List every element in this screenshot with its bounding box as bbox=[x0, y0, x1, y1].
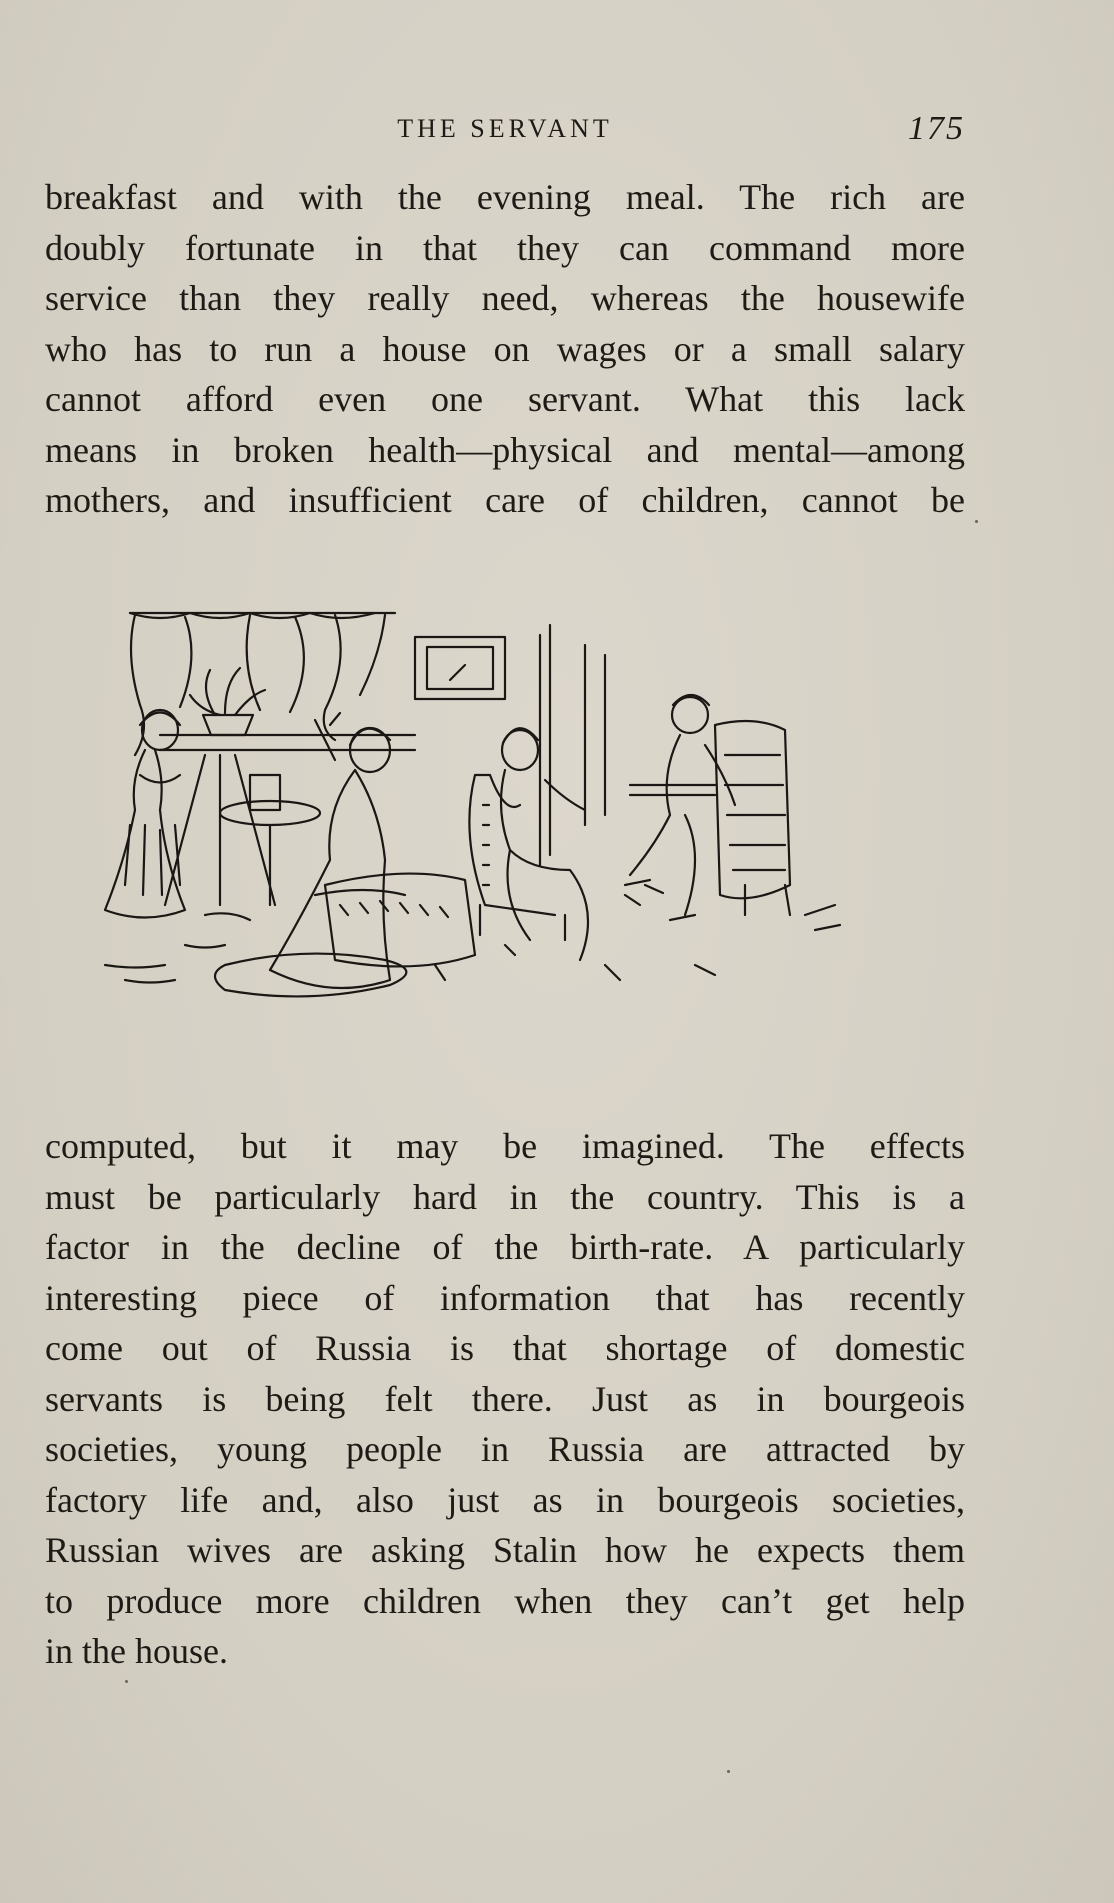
paper-speck bbox=[727, 1770, 730, 1773]
text-line: societies, young people in Russia are attracted by bbox=[45, 1429, 965, 1469]
text-line: must be particularly hard in the country. This is a bbox=[45, 1176, 965, 1217]
paper-speck bbox=[975, 520, 978, 523]
text-line: means in broken health—physical and mental—among bbox=[45, 429, 965, 470]
running-title: THE SERVANT bbox=[397, 114, 613, 143]
page-number: 175 bbox=[908, 110, 965, 147]
text-line: breakfast and with the evening meal. The rich are bbox=[45, 177, 965, 217]
text-line: interesting piece of information that has recently bbox=[45, 1277, 965, 1318]
text-line: factory life and, also just as in bourgeois societies, bbox=[45, 1479, 965, 1520]
text-line: computed, but it may be imagined. The effects bbox=[45, 1126, 965, 1166]
paragraph-bottom bbox=[45, 1121, 965, 1677]
text-line: come out of Russia is that shortage of domestic bbox=[45, 1328, 965, 1368]
text-line: mothers, and insufficient care of children, cannot be bbox=[45, 480, 965, 520]
text-line: who has to run a house on wages or a small salary bbox=[45, 328, 965, 369]
text-line: cannot afford even one servant. What this lack bbox=[45, 379, 965, 419]
text-line: Russian wives are asking Stalin how he expects them bbox=[45, 1530, 965, 1570]
text-line: servants is being felt there. Just as in bourgeois bbox=[45, 1378, 965, 1419]
line-drawing-sitting-room-icon bbox=[85, 585, 925, 1085]
paragraph-top bbox=[45, 172, 965, 526]
text-line: doubly fortunate in that they can command more bbox=[45, 227, 965, 268]
text-line: to produce more children when they can’t get help bbox=[45, 1580, 965, 1621]
paper-speck bbox=[125, 1680, 128, 1683]
text-line: factor in the decline of the birth-rate. A particularly bbox=[45, 1227, 965, 1267]
running-head bbox=[45, 112, 965, 152]
text-line: in the house. bbox=[45, 1631, 228, 1671]
text-line: service than they really need, whereas the housewife bbox=[45, 278, 965, 318]
